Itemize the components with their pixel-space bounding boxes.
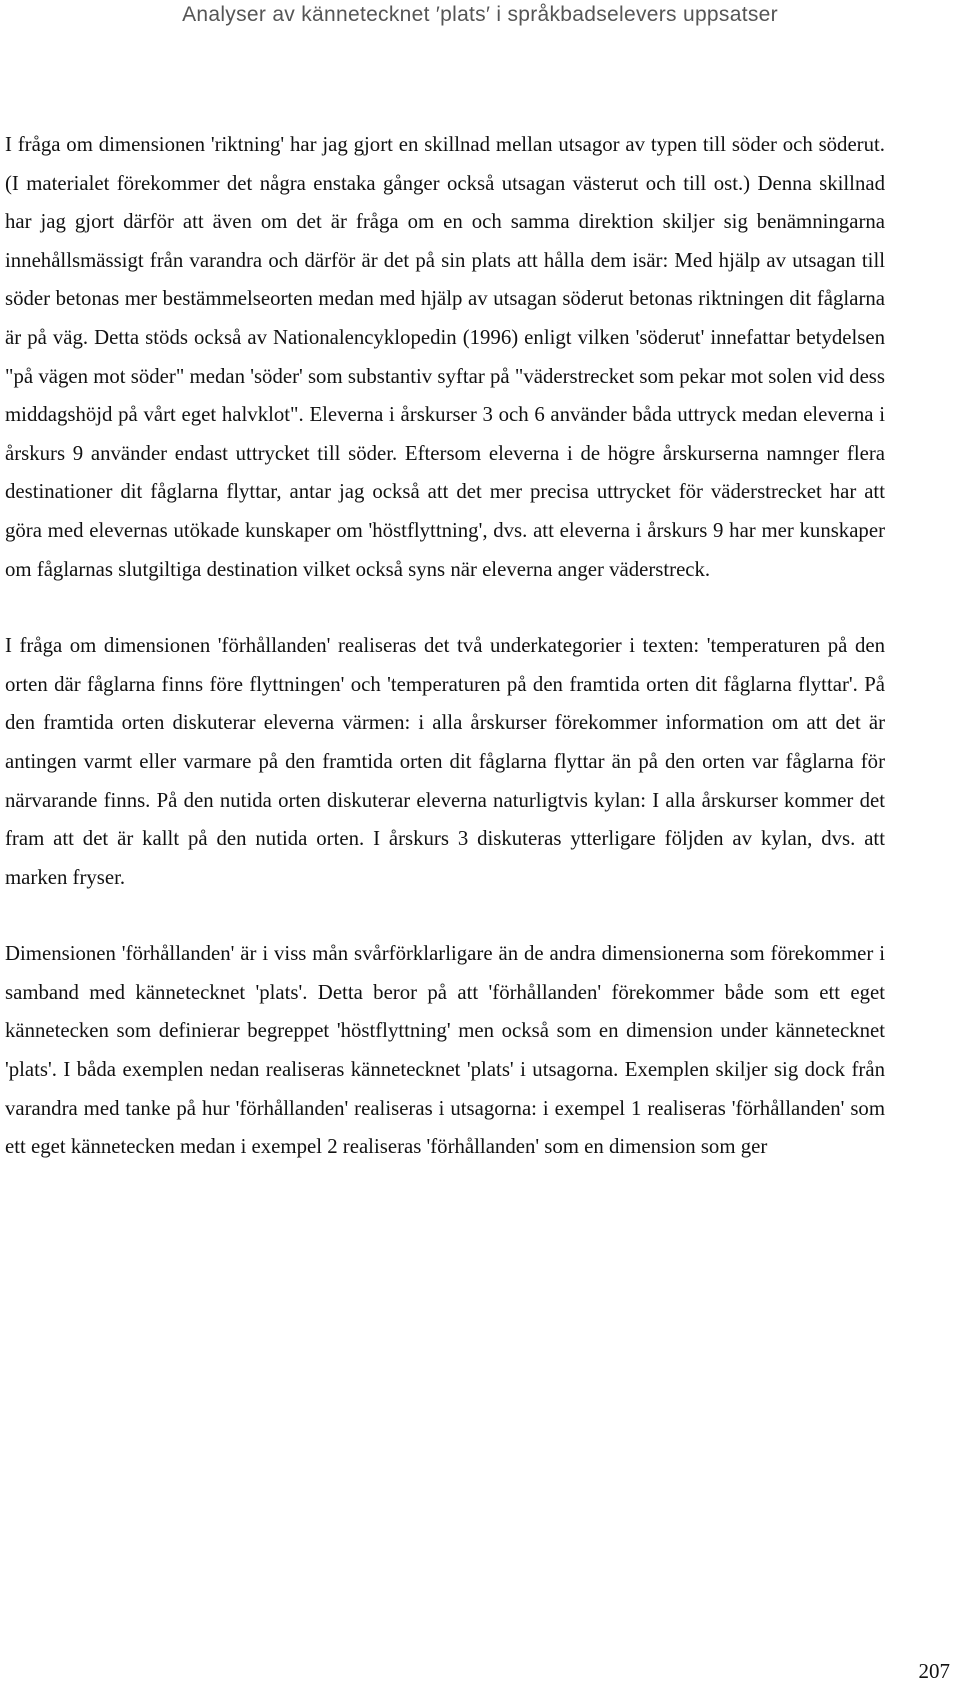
page-number: 207 xyxy=(918,1659,950,1683)
page-body xyxy=(5,126,885,1167)
paragraph-forhallanden: I fråga om dimensionen 'förhållanden' realiseras det två underkategorier i texten: 'temperaturen på den orten där fåglarna finns före flyttningen' och 'temperaturen på den framtida orten dit fåglarna flyttar'. På den framtida orten diskuterar eleverna värmen: i alla årskurser förekommer information om att det är antingen varmt eller varmare på den framtida orten dit fåglarna flyttar än på den orten var fåglarna för närvarande finns. På den nutida orten diskuterar eleverna naturligtvis kylan: I alla årskurser kommer det fram att det är kallt på den nutida orten. I årskurs 3 diskuteras ytterligare följden av kylan, dvs. att marken fryser. xyxy=(5,634,885,889)
paragraph-riktning: I fråga om dimensionen 'riktning' har jag gjort en skillnad mellan utsagor av typen till söder och söderut. (I materialet förekommer det några enstaka gånger också utsagan västerut och till ost.) Denna skillnad har jag gjort därför att även om det är fråga om en och samma direktion skiljer sig benämningarna innehållsmässigt från varandra och därför är det på sin plats att hålla dem isär: Med hjälp av utsagan till söder betonas mer bestämmelseorten medan med hjälp av utsagan söderut betonas riktningen dit fåglarna är på väg. Detta stöds också av Nationalencyklopedin (1996) enligt vilken 'söderut' innefattar betydelsen "på vägen mot söder" medan 'söder' som substantiv syftar på "väderstrecket som pekar mot solen vid dess middagshöjd på vårt eget halvklot". Eleverna i årskurser 3 och 6 använder båda uttryck medan eleverna i årskurs 9 använder endast uttrycket till söder. Eftersom eleverna i de högre årskurserna namnger flera destinationer dit fåglarna flyttar, antar jag också att det mer precisa uttrycket för väderstrecket har att göra med elevernas utökade kunskaper om 'höstflyttning', dvs. att eleverna i årskurs 9 har mer kunskaper om fåglarnas slutgiltiga destination vilket också syns när eleverna anger väderstreck. xyxy=(5,133,885,581)
paragraph-dimensionen: Dimensionen 'förhållanden' är i viss mån svårförklarligare än de andra dimensionerna som förekommer i samband med kännetecknet 'plats'. Detta beror på att 'förhållanden' förekommer både som ett eget kännetecken som definierar begreppet 'höstflyttning' men också som en dimension under kännetecknet 'plats'. I båda exemplen nedan realiseras kännetecknet 'plats' i utsagorna. Exemplen skiljer sig dock från varandra med tanke på hur 'förhållanden' realiseras i utsagorna: i exempel 1 realiseras 'förhållanden' som ett eget kännetecken medan i exempel 2 realiseras 'förhållanden' som en dimension som ger xyxy=(5,942,885,1159)
running-header: Analyser av kännetecknet ′plats′ i språkbadselevers uppsatser xyxy=(182,3,778,26)
